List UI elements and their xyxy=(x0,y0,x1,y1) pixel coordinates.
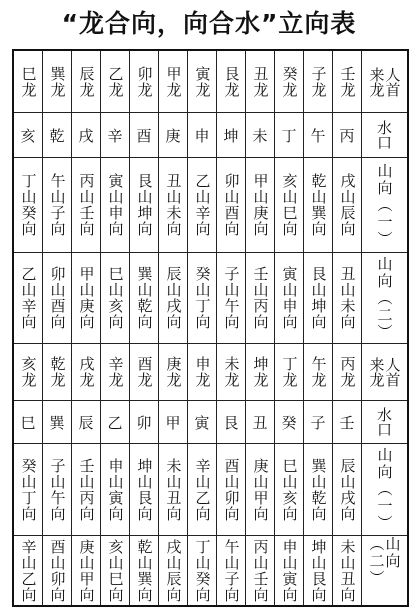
table-cell xyxy=(101,51,130,113)
cell-text: 庚山甲向 xyxy=(251,457,270,522)
table-cell xyxy=(246,51,275,113)
header-renshou: 人首 xyxy=(383,357,402,387)
cell-text: 坤山艮向 xyxy=(309,538,328,603)
cell-text: 戌龙 xyxy=(77,356,96,388)
page-title: “龙合向，向合水”立向表 xyxy=(61,9,357,38)
table-cell xyxy=(217,113,246,158)
table-cell xyxy=(217,51,246,113)
table-cell xyxy=(275,401,304,444)
cell-text: 甲 xyxy=(165,413,181,432)
table-cell xyxy=(159,253,188,344)
table-cell xyxy=(188,401,217,444)
table-cell xyxy=(14,158,43,253)
cell-text: 辛龙 xyxy=(106,356,125,388)
table-cell xyxy=(101,253,130,344)
row-header-cell xyxy=(362,536,407,605)
cell-text: 巳 xyxy=(20,413,36,432)
header-lailong: 来龙 xyxy=(367,66,386,97)
cell-text: 丙龙 xyxy=(338,356,357,388)
row-header-cell xyxy=(362,444,407,536)
table-cell xyxy=(217,401,246,444)
cell-text: 亥山巳向 xyxy=(106,538,125,603)
table-cell xyxy=(14,344,43,401)
cell-text: 壬山丙向 xyxy=(77,457,96,522)
table-cell xyxy=(217,253,246,344)
direction-table xyxy=(12,49,409,607)
table-cell xyxy=(275,158,304,253)
cell-text: 甲山庚向 xyxy=(77,266,96,330)
cell-text: 丙山壬向 xyxy=(251,538,270,603)
cell-text: 辰龙 xyxy=(77,65,96,98)
cell-text: 艮 xyxy=(223,413,239,432)
cell-text: 坤山艮向 xyxy=(135,457,154,522)
cell-text: 艮山坤向 xyxy=(135,173,154,237)
cell-text: 壬山丙向 xyxy=(251,266,270,330)
cell-text: 丑山未向 xyxy=(164,173,183,237)
cell-text: 午山子向 xyxy=(48,173,67,237)
table-cell xyxy=(188,444,217,536)
row-header-cell xyxy=(362,344,407,401)
cell-text: 坤龙 xyxy=(251,356,270,388)
cell-text: 子龙 xyxy=(309,65,328,98)
cell-text: 辰山戌向 xyxy=(164,266,183,330)
table-cell xyxy=(159,444,188,536)
cell-text: 卯龙 xyxy=(135,65,154,98)
cell-text: 丑 xyxy=(252,413,268,432)
cell-text: 丁山癸向 xyxy=(19,173,38,237)
cell-text: 乙山辛向 xyxy=(19,266,38,330)
table-cell xyxy=(333,253,362,344)
table-cell xyxy=(72,158,101,253)
cell-text: 寅 xyxy=(194,413,210,432)
cell-text: 乙龙 xyxy=(106,65,125,98)
table-cell xyxy=(159,113,188,158)
table-cell xyxy=(188,158,217,253)
cell-text: 巳龙 xyxy=(19,65,38,98)
header-shanxiang: 山向（一） xyxy=(375,447,394,532)
cell-text: 戌山辰向 xyxy=(164,538,183,603)
table-cell xyxy=(304,51,333,113)
table-cell xyxy=(188,51,217,113)
cell-text: 巳山亥向 xyxy=(280,457,299,522)
row-header-cell xyxy=(362,253,407,344)
table-cell xyxy=(275,344,304,401)
cell-text: 酉龙 xyxy=(135,356,154,388)
cell-text: 巽山乾向 xyxy=(309,457,328,522)
cell-text: 丑龙 xyxy=(251,65,270,98)
table-cell xyxy=(333,444,362,536)
cell-text: 未 xyxy=(252,126,268,145)
table-cell xyxy=(188,253,217,344)
table-cell xyxy=(275,253,304,344)
cell-text: 辛山乙向 xyxy=(19,538,38,603)
table-cell xyxy=(130,344,159,401)
table-cell xyxy=(304,113,333,158)
table-cell xyxy=(188,344,217,401)
cell-text: 丙山壬向 xyxy=(77,173,96,237)
table-cell xyxy=(159,158,188,253)
table-cell xyxy=(275,113,304,158)
cell-text: 庚龙 xyxy=(164,356,183,388)
table-cell xyxy=(333,113,362,158)
table-cell xyxy=(217,536,246,605)
cell-text: 子山午向 xyxy=(48,457,67,522)
cell-text: 寅龙 xyxy=(193,65,212,98)
table-cell xyxy=(217,158,246,253)
cell-text: 乙 xyxy=(107,413,123,432)
table-cell xyxy=(333,51,362,113)
row-header-cell xyxy=(362,51,407,113)
table-cell xyxy=(304,158,333,253)
table-cell xyxy=(333,401,362,444)
cell-text: 甲龙 xyxy=(164,65,183,98)
table-cell xyxy=(72,536,101,605)
table-cell xyxy=(101,113,130,158)
table-cell xyxy=(159,344,188,401)
table-cell xyxy=(159,401,188,444)
cell-text: 癸 xyxy=(281,413,297,432)
cell-text: 子山午向 xyxy=(222,266,241,330)
cell-text: 巳山亥向 xyxy=(106,266,125,330)
cell-text: 申山寅向 xyxy=(280,538,299,603)
table-cell xyxy=(43,253,72,344)
table-cell xyxy=(14,444,43,536)
table-cell xyxy=(130,401,159,444)
table-cell xyxy=(246,158,275,253)
cell-text: 壬龙 xyxy=(338,65,357,98)
cell-text: 巽 xyxy=(49,413,65,432)
cell-text: 未龙 xyxy=(222,356,241,388)
cell-text: 卯山酉向 xyxy=(48,266,67,330)
cell-text: 丁 xyxy=(281,126,297,145)
cell-text: 丁山癸向 xyxy=(193,538,212,603)
table-cell xyxy=(275,51,304,113)
cell-text: 亥龙 xyxy=(19,356,38,388)
cell-text: 坤 xyxy=(223,126,239,145)
cell-text: 未山丑向 xyxy=(338,538,357,603)
header-shanxiang: 山向（一） xyxy=(375,162,394,248)
cell-text: 酉山卯向 xyxy=(222,457,241,522)
table-cell xyxy=(43,51,72,113)
table-cell xyxy=(72,344,101,401)
table-cell xyxy=(217,444,246,536)
cell-text: 乾山巽向 xyxy=(135,538,154,603)
cell-text: 卯山酉向 xyxy=(222,173,241,237)
cell-text: 乾龙 xyxy=(48,356,67,388)
table-cell xyxy=(275,444,304,536)
table-cell xyxy=(43,344,72,401)
cell-text: 癸山丁向 xyxy=(193,266,212,330)
cell-text: 寅山申向 xyxy=(280,266,299,330)
cell-text: 巽龙 xyxy=(48,65,67,98)
table-cell xyxy=(101,536,130,605)
cell-text: 艮龙 xyxy=(222,65,241,98)
table-cell xyxy=(43,536,72,605)
table-cell xyxy=(101,401,130,444)
row-header-cell xyxy=(362,113,407,158)
cell-text: 庚山甲向 xyxy=(77,538,96,603)
table-cell xyxy=(246,344,275,401)
table-cell xyxy=(304,344,333,401)
row-header-cell xyxy=(362,401,407,444)
header-lailong: 来龙 xyxy=(367,357,386,387)
table-cell xyxy=(14,401,43,444)
table-cell xyxy=(304,253,333,344)
cell-text: 壬 xyxy=(339,413,355,432)
table-cell xyxy=(14,113,43,158)
cell-text: 酉 xyxy=(136,126,152,145)
table-cell xyxy=(130,158,159,253)
header-shuikou: 水口 xyxy=(375,120,393,150)
table-cell xyxy=(188,113,217,158)
cell-text: 辰 xyxy=(78,413,94,432)
table-cell xyxy=(72,444,101,536)
table-cell xyxy=(246,536,275,605)
header-shuikou: 水口 xyxy=(375,407,393,437)
cell-text: 午龙 xyxy=(309,356,328,388)
cell-text: 乾 xyxy=(49,126,65,145)
cell-text: 申龙 xyxy=(193,356,212,388)
cell-text: 亥 xyxy=(20,126,36,145)
table-cell xyxy=(130,113,159,158)
cell-text: 丙 xyxy=(339,126,355,145)
header-renshou: 人首 xyxy=(383,66,402,97)
table-cell xyxy=(43,158,72,253)
cell-text: 丑山未向 xyxy=(338,266,357,330)
table-cell xyxy=(43,444,72,536)
row-header-cell xyxy=(362,158,407,253)
table-cell xyxy=(130,444,159,536)
cell-text: 子 xyxy=(310,413,326,432)
table-cell xyxy=(130,253,159,344)
cell-text: 午山子向 xyxy=(222,538,241,603)
table-cell xyxy=(14,253,43,344)
cell-text: 卯 xyxy=(136,413,152,432)
table-cell xyxy=(43,401,72,444)
cell-text: 辛 xyxy=(107,126,123,145)
cell-text: 丁龙 xyxy=(280,356,299,388)
cell-text: 癸龙 xyxy=(280,65,299,98)
table-cell xyxy=(72,401,101,444)
table-cell xyxy=(72,253,101,344)
table-cell xyxy=(43,113,72,158)
cell-text: 乙山辛向 xyxy=(193,173,212,237)
cell-text: 乾山巽向 xyxy=(309,173,328,237)
header-shanxiang: 山向（二） xyxy=(367,536,402,587)
cell-text: 寅山申向 xyxy=(106,173,125,237)
table-cell xyxy=(304,536,333,605)
table-cell xyxy=(72,113,101,158)
table-cell xyxy=(246,253,275,344)
table-cell xyxy=(188,536,217,605)
cell-text: 庚 xyxy=(165,126,181,145)
table-cell xyxy=(246,113,275,158)
table-cell xyxy=(159,51,188,113)
cell-text: 巽山乾向 xyxy=(135,266,154,330)
table-cell xyxy=(304,401,333,444)
cell-text: 申山寅向 xyxy=(106,457,125,522)
cell-text: 癸山丁向 xyxy=(19,457,38,522)
table-cell xyxy=(333,344,362,401)
table-cell xyxy=(130,51,159,113)
table-cell xyxy=(101,444,130,536)
table-cell xyxy=(246,444,275,536)
table-cell xyxy=(159,536,188,605)
table-cell xyxy=(14,51,43,113)
cell-text: 戌山辰向 xyxy=(338,173,357,237)
cell-text: 辰山戌向 xyxy=(338,457,357,522)
table-cell xyxy=(101,158,130,253)
cell-text: 酉山卯向 xyxy=(48,538,67,603)
table-cell xyxy=(333,536,362,605)
table-cell xyxy=(333,158,362,253)
cell-text: 戌 xyxy=(78,126,94,145)
table-cell xyxy=(246,401,275,444)
cell-text: 艮山坤向 xyxy=(309,266,328,330)
cell-text: 甲山庚向 xyxy=(251,173,270,237)
table-cell xyxy=(304,444,333,536)
table-cell xyxy=(217,344,246,401)
table-cell xyxy=(275,536,304,605)
header-shanxiang: 山向（二） xyxy=(375,255,394,341)
table-cell xyxy=(101,344,130,401)
cell-text: 午 xyxy=(310,126,326,145)
cell-text: 辛山乙向 xyxy=(193,457,212,522)
table-cell xyxy=(14,536,43,605)
cell-text: 亥山巳向 xyxy=(280,173,299,237)
table-cell xyxy=(72,51,101,113)
table-cell xyxy=(130,536,159,605)
cell-text: 未山丑向 xyxy=(164,457,183,522)
cell-text: 申 xyxy=(194,126,210,145)
